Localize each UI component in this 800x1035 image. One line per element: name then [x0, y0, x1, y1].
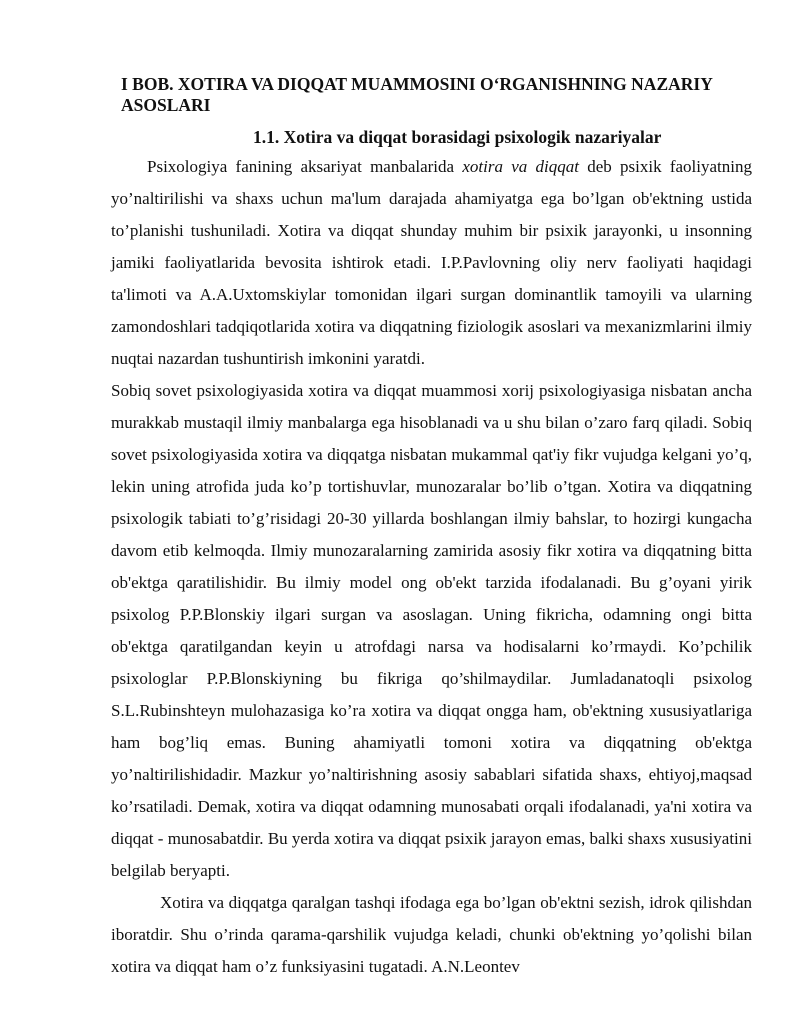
body-text [111, 151, 752, 983]
paragraph-1 [111, 151, 752, 375]
paragraph-1-lead: Psixologiya fanining aksariyat manbalarida [147, 157, 463, 176]
italic-term: xotira va diqqat [462, 157, 579, 176]
paragraph-3: Xotira va diqqatga qaralgan tashqi ifodaga ega bo’lgan ob'ektni sezish, idrok qilishdan iboratdir. Shu o’rinda qarama-qarshilik vujudga keladi, chunki ob'ektning yo’qolishi bilan xotira va diqqat ham o’z funksiyasini tugatadi. A.N.Leontev [111, 893, 752, 976]
section-title: 1.1. Xotira va diqqat borasidagi psixologik nazariyalar [253, 127, 662, 147]
paragraph-2: Sobiq sovet psixologiyasida xotira va diqqat muammosi xorij psixologiyasiga nisbatan ancha murakkab mustaqil ilmiy manbalarga ega hisoblanadi va u shu bilan o’zaro farq qiladi. Sobiq sovet psixologiyasida xotira va diqqatga nisbatan mukammal qat'iy fikr vujudga kelgani yo’q, lekin uning atrofida juda ko’p tortishuvlar, munozaralar bo’lib o’tgan. Xotira va diqqatning psixologik tabiati to’g’risidagi 20-30 yillarda boshlangan ilmiy bahslar, to hozirgi kungacha davom etib kelmoqda. Ilmiy munozaralarning zamirida asosiy fikr xotira va diqqatning bitta ob'ektga qaratilishidir. Bu ilmiy model ong ob'ekt tarzida ifodalanadi. Bu g’oyani yirik psixolog P.P.Blonskiy ilgari surgan va asoslagan. Uning fikricha, odamning ongi bitta ob'ektga qaratilgandan keyin u atrofdagi narsa va hodisalarni ko’rmaydi. Ko’pchilik psixologlar P.P.Blonskiyning bu fikriga qo’shilmaydilar. Jumladanatoqli psixolog S.L.Rubinshteyn mulohazasiga ko’ra xotira va diqqat ongga ham, ob'ektning xususiyatlariga ham bog’liq emas. Buning ahamiyatli tomoni xotira va diqqatning ob'ektga yo’naltirilishidadir. Mazkur yo’naltirishning asosiy sabablari sifatida shaxs, ehtiyoj,maqsad ko’rsatiladi. Demak, xotira va diqqat odamning munosabati orqali ifodalanadi, ya'ni xotira va diqqat - munosabatdir. Bu yerda xotira va diqqat psixik jarayon emas, balki shaxs xususiyatini belgilab beryapti. [111, 381, 752, 880]
paragraph-1-rest: deb psixik faoliyatning yo’naltirilishi va shaxs uchun ma'lum darajada ahamiyatga ega bo’lgan ob'ektning ustida to’planishi tushuniladi. Xotira va diqqat shunday muhim bir psixik jarayonki, u insonning jamiki faoliyatlarida bevosita ishtirok etadi. I.P.Pavlovning oliy nerv faoliyati haqidagi ta'limoti va A.A.Uxtomskiylar tomonidan ilgari surgan dominantlik tamoyili va ularning zamondoshlari tadqiqotlarida xotira va diqqatning fiziologik asoslari va mexanizmlarini ilmiy nuqtai nazardan tushuntirish imkonini yaratdi. [111, 157, 752, 368]
chapter-title: I BOB. XOTIRA VA DIQQAT MUAMMOSINI O‘RGANISHNING NAZARIY ASOSLARI [121, 74, 713, 115]
